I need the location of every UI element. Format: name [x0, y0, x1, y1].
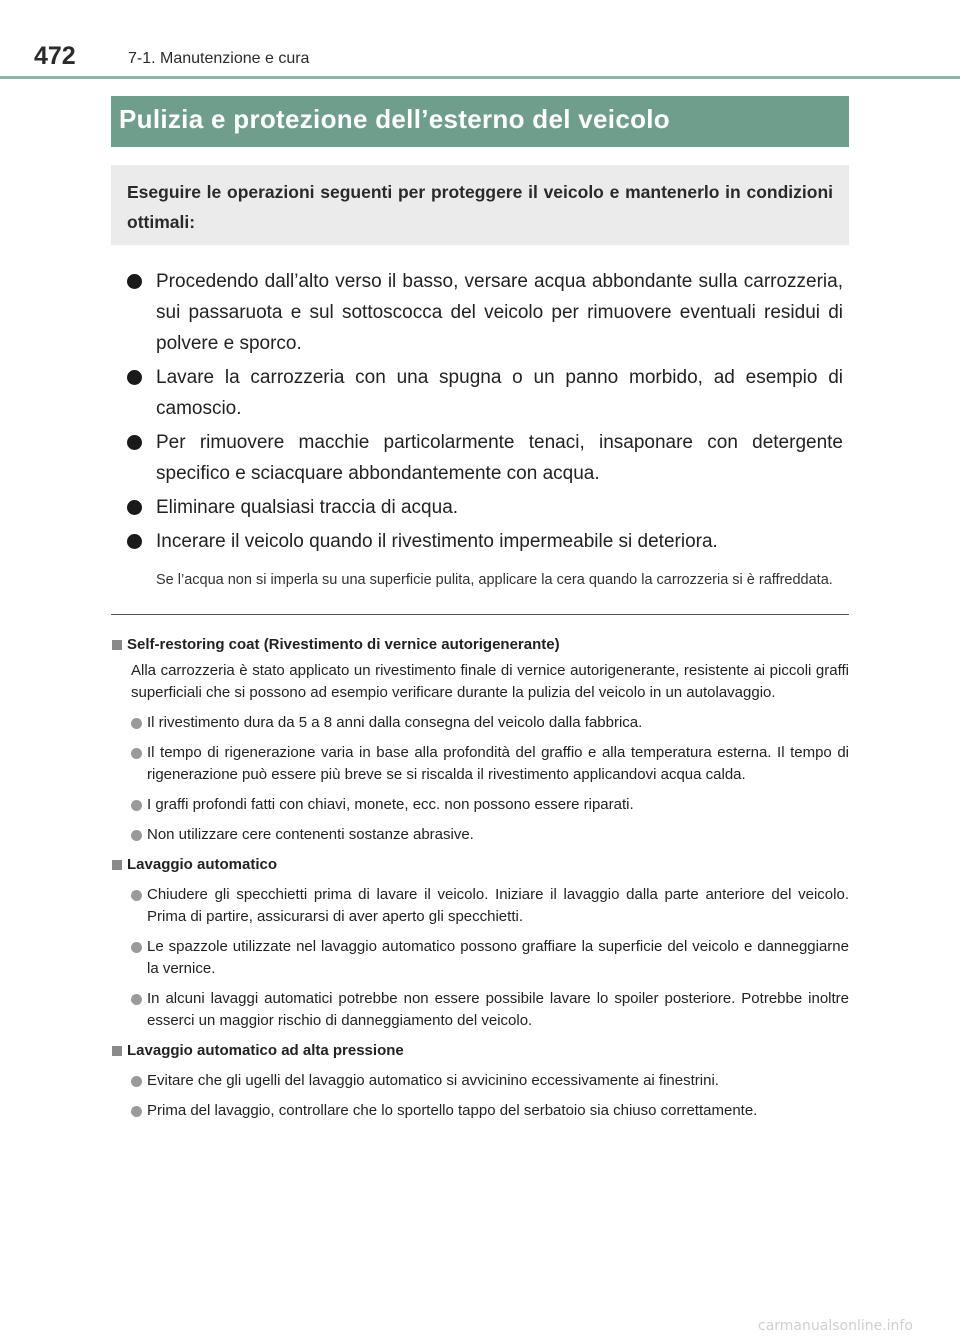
note-item	[131, 988, 849, 1032]
intro-box	[111, 165, 849, 245]
list-item	[127, 492, 843, 523]
note-item	[131, 1070, 849, 1092]
note-item	[131, 936, 849, 980]
list-item	[127, 526, 843, 557]
note-item-text: Le spazzole utilizzate nel lavaggio automatico possono graffiare la superficie del veicolo e danneggiarne la vernice.	[147, 938, 849, 977]
note-item	[131, 712, 849, 734]
main-procedure-list	[127, 266, 843, 591]
square-bullet-icon	[112, 860, 122, 870]
subsection-heading	[111, 1040, 849, 1062]
note-item	[131, 884, 849, 928]
note-item	[131, 794, 849, 816]
list-item-text: Lavare la carrozzeria con una spugna o un panno morbido, ad esempio di camoscio.	[156, 367, 843, 419]
page-header	[0, 0, 960, 80]
bullet-icon	[127, 274, 142, 289]
wax-note: Se l’acqua non si imperla su una superficie pulita, applicare la cera quando la carrozzeria si è raffreddata.	[156, 572, 833, 588]
note-item-text: Non utilizzare cere contenenti sostanze abrasive.	[147, 826, 474, 843]
list-item	[127, 362, 843, 424]
note-item	[131, 824, 849, 846]
subsection-heading-text: Lavaggio automatico ad alta pressione	[127, 1042, 404, 1059]
square-bullet-icon	[112, 640, 122, 650]
dot-bullet-icon	[131, 994, 142, 1005]
dot-bullet-icon	[131, 1076, 142, 1087]
dot-bullet-icon	[131, 1106, 142, 1117]
note-item-text: Il tempo di rigenerazione varia in base alla profondità del graffio e alla temperatura esterna. Il tempo di rigenerazione può essere più breve se si riscalda il rivestimento applicandovi acqua calda.	[147, 744, 849, 783]
list-item-text: Incerare il veicolo quando il rivestimento impermeabile si deteriora.	[156, 531, 718, 552]
subsection-heading	[111, 854, 849, 876]
list-item	[127, 266, 843, 359]
bullet-icon	[127, 435, 142, 450]
header-divider	[0, 76, 960, 79]
note-item-text: Chiudere gli specchietti prima di lavare il veicolo. Iniziare il lavaggio dalla parte anteriore del veicolo. Prima di partire, assicurarsi di aver aperto gli specchietti.	[147, 886, 849, 925]
note-item-text: I graffi profondi fatti con chiavi, monete, ecc. non possono essere riparati.	[147, 796, 634, 813]
notes-section	[111, 628, 849, 1122]
note-item-text: In alcuni lavaggi automatici potrebbe non essere possibile lavare lo spoiler posteriore. Potrebbe inoltre esserci un maggior rischio di danneggiamento del veicolo.	[147, 990, 849, 1029]
watermark: carmanualsonline.info	[758, 1318, 913, 1334]
note-item-text: Il rivestimento dura da 5 a 8 anni dalla consegna del veicolo dalla fabbrica.	[147, 714, 643, 731]
bullet-icon	[127, 370, 142, 385]
dot-bullet-icon	[131, 890, 142, 901]
note-item-text: Evitare che gli ugelli del lavaggio automatico si avvicinino eccessivamente ai finestrini.	[147, 1072, 719, 1089]
bullet-icon	[127, 500, 142, 515]
list-item-text: Procedendo dall’alto verso il basso, versare acqua abbondante sulla carrozzeria, sui passaruota e sul sottoscocca del veicolo per rimuovere eventuali residui di polvere e sporco.	[156, 271, 843, 354]
dot-bullet-icon	[131, 942, 142, 953]
subsection-heading	[111, 634, 849, 656]
chapter-title: 7-1. Manutenzione e cura	[128, 50, 310, 67]
dot-bullet-icon	[131, 830, 142, 841]
bullet-icon	[127, 534, 142, 549]
dot-bullet-icon	[131, 718, 142, 729]
note-item-text: Prima del lavaggio, controllare che lo sportello tappo del serbatoio sia chiuso correttamente.	[147, 1102, 758, 1119]
subsection-heading-text: Self-restoring coat (Rivestimento di vernice autorigenerante)	[127, 636, 560, 653]
subsection-heading-text: Lavaggio automatico	[127, 856, 278, 873]
section-title-band	[111, 96, 849, 147]
note-item	[131, 742, 849, 786]
intro-text: Eseguire le operazioni seguenti per proteggere il veicolo e mantenerlo in condizioni ottimali:	[127, 182, 833, 232]
list-item-text: Eliminare qualsiasi traccia di acqua.	[156, 497, 459, 518]
page-number: 472	[34, 42, 76, 70]
list-item	[127, 427, 843, 489]
dot-bullet-icon	[131, 800, 142, 811]
subsection-text: Alla carrozzeria è stato applicato un rivestimento finale di vernice autorigenerante, resistente ai piccoli graffi superficiali che si possono ad esempio verificare durante la pulizia del veicolo in un autolavaggio.	[131, 662, 849, 701]
list-item-text: Per rimuovere macchie particolarmente tenaci, insaponare con detergente specifico e sciacquare abbondantemente con acqua.	[156, 432, 843, 484]
square-bullet-icon	[112, 1046, 122, 1056]
note-item	[131, 1100, 849, 1122]
section-divider	[111, 614, 849, 615]
section-title: Pulizia e protezione dell’esterno del veicolo	[119, 104, 670, 134]
dot-bullet-icon	[131, 748, 142, 759]
